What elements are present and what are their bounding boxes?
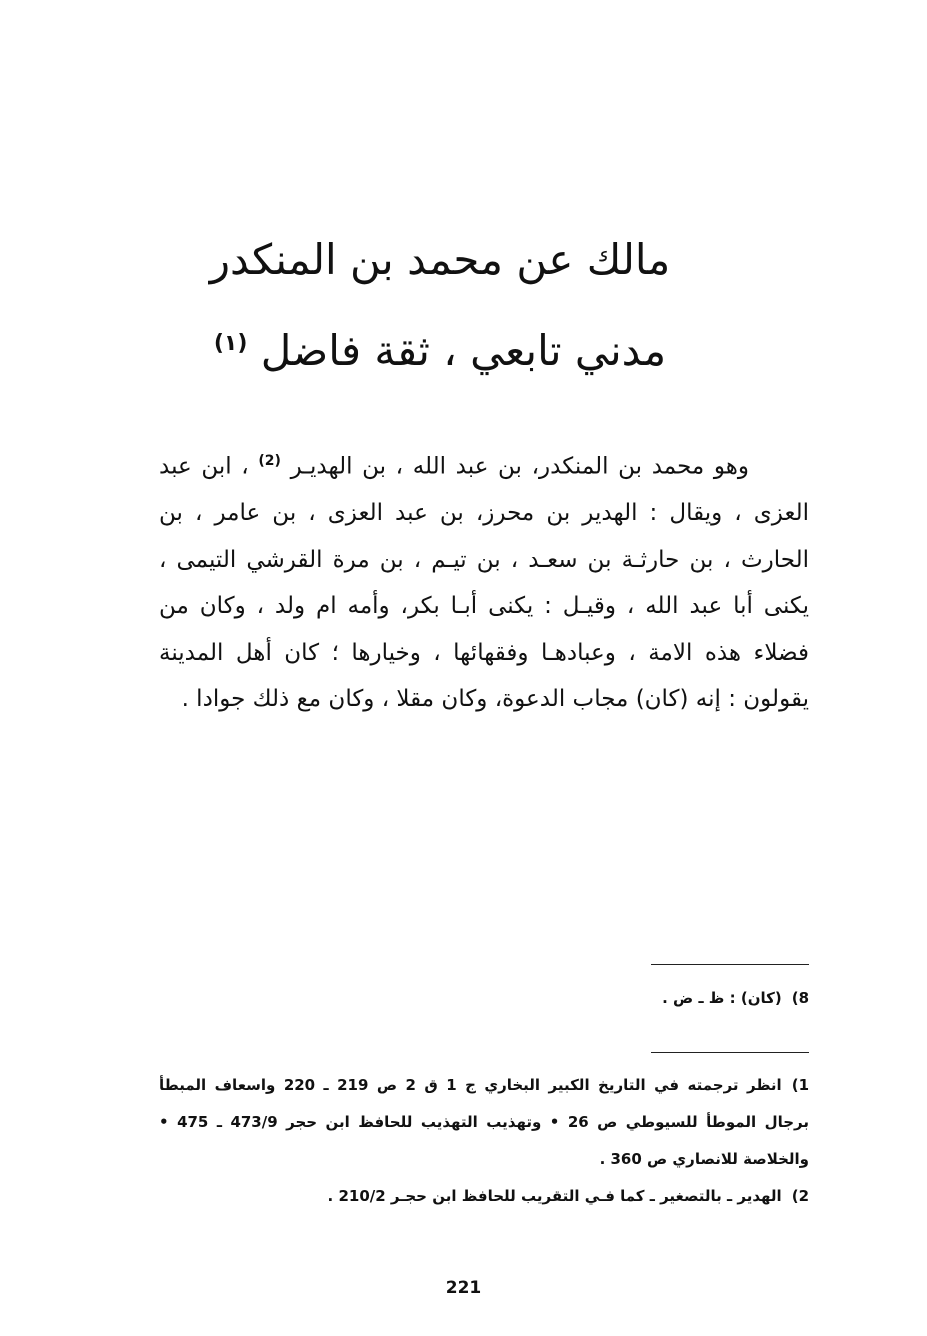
footnote-1	[159, 1067, 809, 1178]
footnote-2	[159, 1178, 809, 1215]
footnote-ref-2: (2)	[258, 453, 281, 469]
page-number: 221	[445, 1278, 482, 1298]
variant-note	[159, 980, 809, 1017]
footnote-2-text: الهدير ـ بالتصغير ـ كما فـي التقريب للحافظ ابن حجـر 210/2 .	[327, 1187, 782, 1205]
title-line-2	[150, 302, 730, 393]
footnote-2-number: 2)	[791, 1187, 809, 1205]
body-paragraph-rest: ، ابن عبد العزى ، ويقال : الهدير بن محرز، بن عبد العزى ، بن عامر ، بن الحارث ، بن حارثـة بن سعـد ، بن تيـم ، بن مرة القرشي التيمى ، يكنى أبا عبد الله ، وقيـل : يكنى أبـا بكر، وأمه ام ولد ، وكان من فضلاء هذه الامة ، وعبادهـا وفقهائها ، وخيارها ؛ كان أهل المدينة يقولون : إنه (كان) مجاب الدعوة، وكان مقلا ، وكان مع ذلك جوادا .	[159, 453, 809, 713]
body-paragraph-start: وهو محمد بن المنكدر، بن عبد الله ، بن الهديـر	[280, 453, 749, 480]
title-line-2-text: مدني تابعي ، ثقة فاضل	[260, 326, 667, 375]
footnote-ref-1: (١)	[213, 331, 248, 356]
chapter-title	[150, 218, 730, 393]
footnote-1-number: 1)	[791, 1076, 809, 1094]
footnote-divider-2	[651, 1052, 809, 1053]
variant-note-number: 8)	[791, 989, 809, 1007]
body-paragraph	[159, 438, 809, 723]
footnote-divider-1	[651, 964, 809, 965]
title-line-1: مالك عن محمد بن المنكدر	[209, 235, 671, 284]
footnote-1-text: انظر ترجمته في التاريخ الكبير البخاري ج 1 ق 2 ص 219 ـ 220 واسعاف المبطأ برجال الموطأ للسيوطي ص 26 • وتهذيب التهذيب للحافظ ابن حجر 473/9 ـ 475 • والخلاصة للانصاري ص 360 .	[159, 1076, 810, 1168]
variant-note-text: (كان) : ظ ـ ض .	[662, 989, 782, 1007]
